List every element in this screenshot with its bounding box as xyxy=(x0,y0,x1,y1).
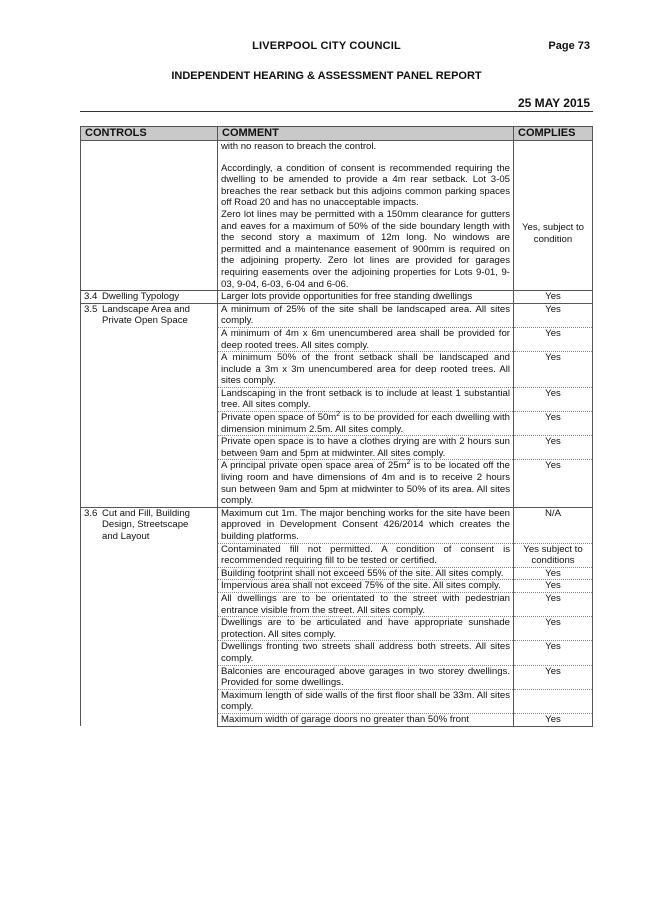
comment-text: Maximum width of garage doors no greater than 50% front xyxy=(218,713,514,726)
complies-value: Yes xyxy=(514,567,593,580)
complies-value: Yes xyxy=(514,617,593,641)
complies-value: Yes xyxy=(514,352,593,388)
complies-value: Yes subject to conditions xyxy=(514,543,593,567)
comment-cell xyxy=(218,412,514,436)
control-label: Cut and Fill, Building Design, Streetscape and Layout xyxy=(102,507,190,542)
comment-text: Landscaping in the front setback is to include at least 1 substantial tree. All sites comply. xyxy=(218,387,514,411)
comment-text: A minimum 50% of the front setback shall be landscaped and include a 3m x 3m unencumbered area for deep rooted trees. All sites comply. xyxy=(218,352,514,388)
complies-cell xyxy=(514,141,593,291)
complies-value: Yes xyxy=(514,291,593,304)
complies-value: Yes xyxy=(514,387,593,411)
complies-value: Yes xyxy=(514,327,593,351)
control-number: 3.4 xyxy=(84,291,98,303)
controls-table xyxy=(80,126,593,727)
complies-value: Yes xyxy=(514,713,593,726)
header-rule xyxy=(80,111,593,112)
table-row xyxy=(81,507,593,543)
complies-value: Yes xyxy=(514,436,593,460)
report-title: INDEPENDENT HEARING & ASSESSMENT PANEL REPORT xyxy=(171,70,482,82)
control-label: Landscape Area and Private Open Space xyxy=(102,303,191,327)
comment-text: Larger lots provide opportunities for free standing dwellings xyxy=(218,291,514,304)
comment-text: Building footprint shall not exceed 55% of the site. All sites comply. xyxy=(218,567,514,580)
complies-value: Yes xyxy=(514,641,593,665)
table-header-row xyxy=(81,127,593,141)
comment-text: Zero lot lines may be permitted with a 150mm clearance for gutters and eaves for a maximum of 50% of the side boundary length with the second story a maximum of 12m long. No windows are permitted and a maintenance easement of 900mm is required on the adjoining property. Zero lot lines are provided for garages requiring easements over the adjoining properties for Lots 9-01, 9-03, 9-04, 6-03, 6-04 and 6-06. xyxy=(221,208,510,290)
complies-value: Yes xyxy=(514,412,593,436)
page-number: Page 73 xyxy=(548,40,590,52)
complies-value: Yes xyxy=(514,665,593,689)
control-cell xyxy=(81,507,218,726)
header-comment: COMMENT xyxy=(218,127,514,141)
complies-value: Yes xyxy=(514,460,593,507)
table-row xyxy=(81,303,593,327)
complies-value: Yes, subject to condition xyxy=(521,222,585,245)
comment-text: Private open space of 50m xyxy=(221,412,337,424)
comment-text: A principal private open space area of 25m xyxy=(221,460,407,472)
control-label: Dwelling Typology xyxy=(102,291,180,303)
superscript: 2 xyxy=(336,410,341,418)
comment-text: with no reason to breach the control. xyxy=(221,141,377,152)
comment-text: Dwellings are to be articulated and have appropriate sunshade protection. All sites comply. xyxy=(218,617,514,641)
comment-text: Balconies are encouraged above garages in two storey dwellings. Provided for some dwellings. xyxy=(218,665,514,689)
complies-value xyxy=(514,689,593,713)
control-cell xyxy=(81,141,218,291)
complies-value: N/A xyxy=(514,507,593,543)
comment-cell xyxy=(218,141,514,291)
comment-text: Dwellings fronting two streets shall address both streets. All sites comply. xyxy=(218,641,514,665)
comment-cell xyxy=(218,460,514,507)
complies-value: Yes xyxy=(514,580,593,593)
superscript: 2 xyxy=(406,459,411,467)
complies-value: Yes xyxy=(514,303,593,327)
comment-text: A minimum of 4m x 6m unencumbered area shall be provided for deep rooted trees. All sites comply. xyxy=(218,327,514,351)
table-row xyxy=(81,141,593,291)
comment-text: Maximum cut 1m. The major benching works for the site have been approved in Development Consent 426/2014 which creates the building platforms. xyxy=(218,507,514,543)
comment-text: All dwellings are to be orientated to the street with pedestrian entrance visible from the street. All sites comply. xyxy=(218,592,514,616)
header-controls: CONTROLS xyxy=(81,127,218,141)
report-date: 25 MAY 2015 xyxy=(517,96,590,110)
comment-text: is to be provided for each dwelling with dimension minimum 2.5m. All sites comply. xyxy=(221,412,510,435)
comment-text: Private open space is to have a clothes drying are with 2 hours sun between 9am and 5pm at midwinter. All sites comply. xyxy=(218,436,514,460)
complies-value: Yes xyxy=(514,592,593,616)
council-name: LIVERPOOL CITY COUNCIL xyxy=(252,40,401,52)
control-number: 3.5 xyxy=(84,303,98,315)
comment-text: Impervious area shall not exceed 75% of the site. All sites comply. xyxy=(218,580,514,593)
comment-text: Accordingly, a condition of consent is recommended requiring the dwelling to be amended to provide a 4m rear setback. Lot 3-05 breaches the rear setback but this adjoins common parking spaces off Road 20 and has no unacceptable impacts. xyxy=(221,162,510,209)
control-cell xyxy=(81,303,218,507)
comment-text: A minimum of 25% of the site shall be landscaped area. All sites comply. xyxy=(218,303,514,327)
table-row xyxy=(81,291,593,304)
control-cell xyxy=(81,291,218,304)
header-complies: COMPLIES xyxy=(514,127,593,141)
comment-text: Contaminated fill not permitted. A condition of consent is recommended requiring fill to be tested or certified. xyxy=(218,543,514,567)
comment-text: Maximum length of side walls of the first floor shall be 33m. All sites comply. xyxy=(218,689,514,713)
comment-text: is to be located off the living room and have dimensions of 4m and is to receive 2 hours sun between 9am and 5pm at midwinter to 50% of its area. All sites comply. xyxy=(221,460,511,507)
control-number: 3.6 xyxy=(84,507,98,519)
